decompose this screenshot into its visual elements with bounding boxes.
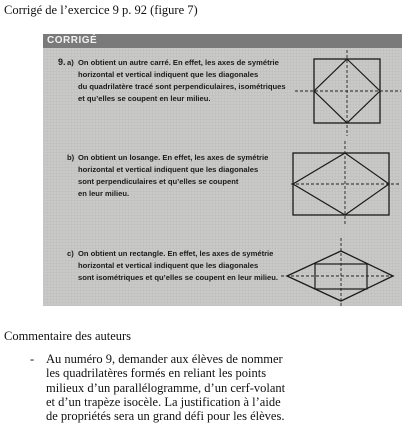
item-c-letter: c) <box>67 249 74 258</box>
item-b-line: sont perpendiculaires et qu’elles se coupent <box>78 177 239 186</box>
page-title: Corrigé de l’exercice 9 p. 92 (figure 7) <box>4 3 198 17</box>
item-a-line: horizontal et vertical indiquent que les diagonales <box>78 70 259 79</box>
bullet-dash: - <box>30 352 35 366</box>
item-c-line: sont isométriques et qu’elles se coupent en leur milieu. <box>78 273 279 282</box>
scanned-correction-image <box>43 34 402 306</box>
item-a-line: et qu’elles se coupent en leur milieu. <box>78 94 211 103</box>
item-a-line: On obtient un autre carré. En effet, les axes de symétrie <box>78 58 279 67</box>
figure-c-rectangle <box>281 238 396 308</box>
item-c-line: horizontal et vertical indiquent que les diagonales <box>78 261 259 270</box>
item-a-text <box>78 57 286 105</box>
item-b-letter: b) <box>67 153 75 162</box>
figure-a-square <box>293 48 403 138</box>
comment-line: de propriétés sera un grand défi pour les élèves. <box>46 409 285 424</box>
correction-header-band <box>43 34 402 48</box>
item-c-line: On obtient un rectangle. En effet, les axes de symétrie <box>78 249 274 258</box>
figure-b-rhombus <box>289 139 399 229</box>
item-a-letter: a) <box>67 58 74 67</box>
comment-line: les quadrilatères formés en reliant les points <box>46 366 267 381</box>
comment-text <box>46 352 406 423</box>
item-b-line: horizontal et vertical indiquent que les diagonales <box>78 165 259 174</box>
item-a-line: du quadrilatère tracé sont perpendiculaires, isométriques <box>78 82 286 91</box>
item-b-line: On obtient un losange. En effet, les axes de symétrie <box>78 153 269 162</box>
comment-heading: Commentaire des auteurs <box>4 329 132 343</box>
comment-line: et d’un trapèze isocèle. La justification à l’aide <box>46 394 281 409</box>
item-b-line: en leur milieu. <box>78 189 130 198</box>
item-b-text <box>78 152 268 200</box>
exercise-number: 9. <box>58 57 66 67</box>
comment-line: milieux d’un parallélogramme, d’un cerf-volant <box>46 380 286 395</box>
comment-line: Au numéro 9, demander aux élèves de nommer <box>46 352 283 366</box>
correction-header-label: CORRIGÉ <box>47 35 98 46</box>
item-c-text <box>78 248 278 284</box>
